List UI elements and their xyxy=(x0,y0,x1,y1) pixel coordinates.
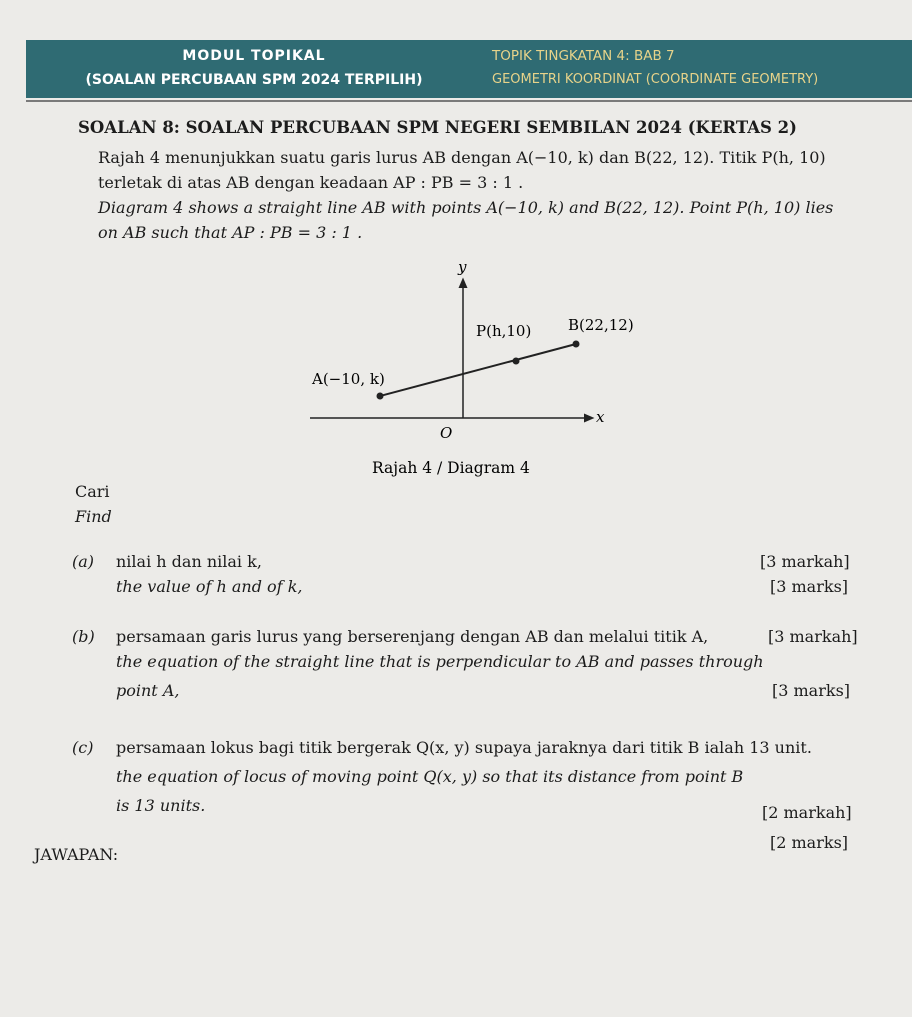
point-p-dot xyxy=(513,358,520,365)
header-right xyxy=(486,40,912,98)
part-b-english-line-2: point A, xyxy=(116,681,180,700)
part-c-english-line-1: the equation of locus of moving point Q(x, y) so that its distance from point B xyxy=(116,767,744,786)
part-b-malay: persamaan garis lurus yang berserenjang dengan AB dan melalui titik A, xyxy=(116,627,709,646)
module-header-banner xyxy=(26,40,912,98)
part-c-english-line-2: is 13 units. xyxy=(116,796,206,815)
intro-malay-line-2: terletak di atas AB dengan keadaan AP : PB = 3 : 1 . xyxy=(98,173,524,192)
part-a-malay: nilai h dan nilai k, xyxy=(116,552,262,571)
part-c-malay: persamaan lokus bagi titik bergerak Q(x, y) supaya jaraknya dari titik B ialah 13 unit. xyxy=(116,738,812,757)
topic-level: TOPIK TINGKATAN 4: BAB 7 xyxy=(492,48,675,64)
part-b-marks-malay: [3 markah] xyxy=(768,627,858,646)
part-a-english: the value of h and of k, xyxy=(116,577,303,596)
part-b-english-line-1: the equation of the straight line that is perpendicular to AB and passes through xyxy=(116,652,764,671)
diagram-caption: Rajah 4 / Diagram 4 xyxy=(372,459,530,477)
module-title: MODUL TOPIKAL xyxy=(182,48,326,64)
part-a-marks-malay: [3 markah] xyxy=(760,552,850,571)
find-english: Find xyxy=(75,507,112,526)
part-c-label: (c) xyxy=(72,738,94,757)
header-divider xyxy=(26,100,912,102)
origin-label: O xyxy=(440,424,453,442)
point-a-dot xyxy=(377,393,384,400)
part-a-label: (a) xyxy=(72,552,95,571)
y-axis-label: y xyxy=(458,258,467,276)
intro-english-line-1: Diagram 4 shows a straight line AB with points A(−10, k) and B(22, 12). Point P(h, 10) lies xyxy=(98,198,834,217)
point-p-label: P(h,10) xyxy=(476,322,532,340)
topic-name: GEOMETRI KOORDINAT (COORDINATE GEOMETRY) xyxy=(492,72,819,87)
point-a-label: A(−10, k) xyxy=(312,370,385,388)
part-c-marks-malay: [2 markah] xyxy=(762,803,852,822)
x-axis-label: x xyxy=(596,408,605,426)
part-c-marks-english: [2 marks] xyxy=(770,833,849,852)
part-b-marks-english: [3 marks] xyxy=(772,681,851,700)
part-b-label: (b) xyxy=(72,627,95,646)
line-ab xyxy=(380,344,576,396)
point-b-label: B(22,12) xyxy=(568,316,634,334)
point-b-dot xyxy=(573,341,580,348)
intro-malay-line-1: Rajah 4 menunjukkan suatu garis lurus AB dengan A(−10, k) dan B(22, 12). Titik P(h, 10) xyxy=(98,148,826,167)
question-title: SOALAN 8: SOALAN PERCUBAAN SPM NEGERI SEMBILAN 2024 (KERTAS 2) xyxy=(78,118,797,137)
intro-english-line-2: on AB such that AP : PB = 3 : 1 . xyxy=(98,223,363,242)
part-a-marks-english: [3 marks] xyxy=(770,577,849,596)
find-malay: Cari xyxy=(75,482,110,501)
collection-title: (SOALAN PERCUBAAN SPM 2024 TERPILIH) xyxy=(85,72,423,88)
diagram-4 xyxy=(290,250,650,485)
header-left xyxy=(26,40,482,98)
answer-label: JAWAPAN: xyxy=(34,845,119,864)
